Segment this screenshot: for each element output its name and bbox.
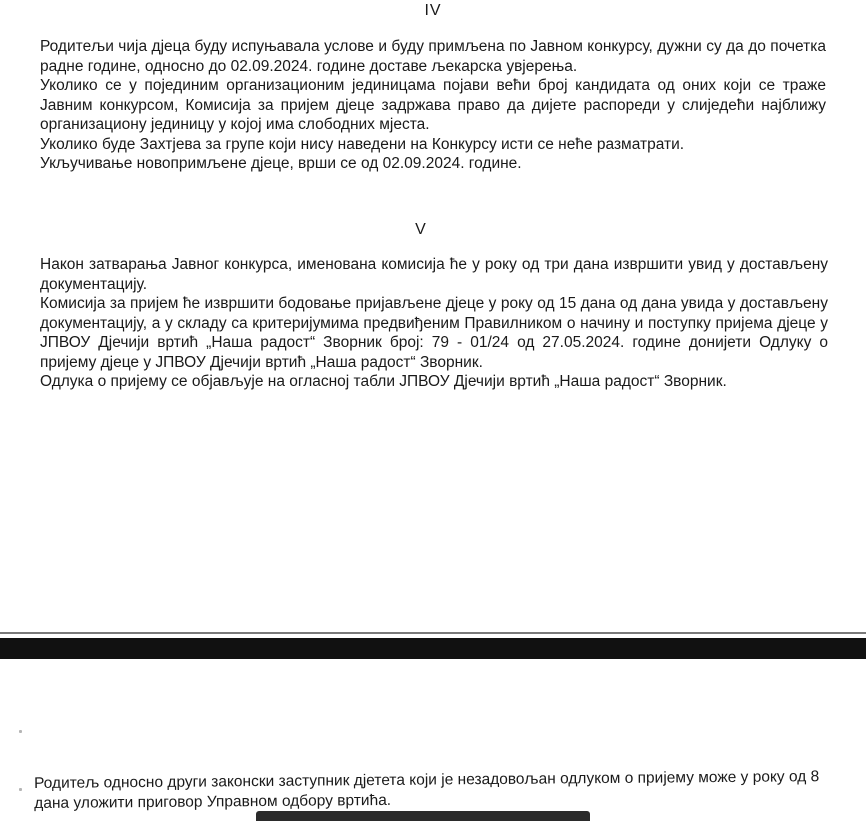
section-number-v: V [415,221,427,238]
scan-speck [19,788,22,791]
paragraph: Одлука о пријему се објављује на огласној табли ЈПВОУ Дјечији вртић „Наша радост“ Зворник. [40,373,727,390]
page-divider [0,632,866,634]
section-v-body [40,255,828,392]
document-page-bottom [0,659,866,821]
paragraph: Укључивање новопримљене дјеце, врши се од 02.09.2024. године. [40,155,522,172]
paragraph: Родитељ односно други законски заступник дјетета који је незадовољан одлуком о пријему може у року од 8 дана уложити приговор Управном одбору вртића. [34,768,820,812]
section-iv-body [40,37,826,174]
scan-speck [19,730,22,733]
paragraph: Родитељи чија дјеца буду испуњавала услове и буду примљена по Јавном конкурсу, дужни су да до почетка радне године, односно до 02.09.2024. године доставе љекарска увјерења. [40,38,826,75]
paragraph: Уколико се у појединим организационим јединицама појави већи број кандидата од оних који се траже Јавним конкурсом, Комисија за пријем дјеце задржава право да дијете распореди у слиједећи најближу организациону јединицу у којој има слободних мјеста. [40,77,826,133]
page-gap-band [0,638,866,659]
next-page-body [34,767,826,813]
paragraph: Уколико буде Захтјева за групе који нису наведени на Конкурсу исти се неће разматрати. [40,135,685,153]
scanner-edge-overlay [256,811,590,821]
paragraph: Комисија за пријем ће извршити бодовање пријављене дјеце у року од 15 дана од дана увида у достављену документацију, а у складу са критеријумима предвиђеним Правилником о начину и поступку пријема дјеце у ЈПВОУ Дјечији вртић „Наша радост“ Зворник број: 79 - 01/24 од 27.05.2024. године донијети Одлуку о пријему дјеце у ЈПВОУ Дјечији вртић „Наша радост“ Зворник. [40,295,828,371]
paragraph: Након затварања Јавног конкурса, именована комисија ће у року од три дана извршити увид у достављену документацију. [40,256,828,293]
section-number-iv: IV [424,2,442,19]
